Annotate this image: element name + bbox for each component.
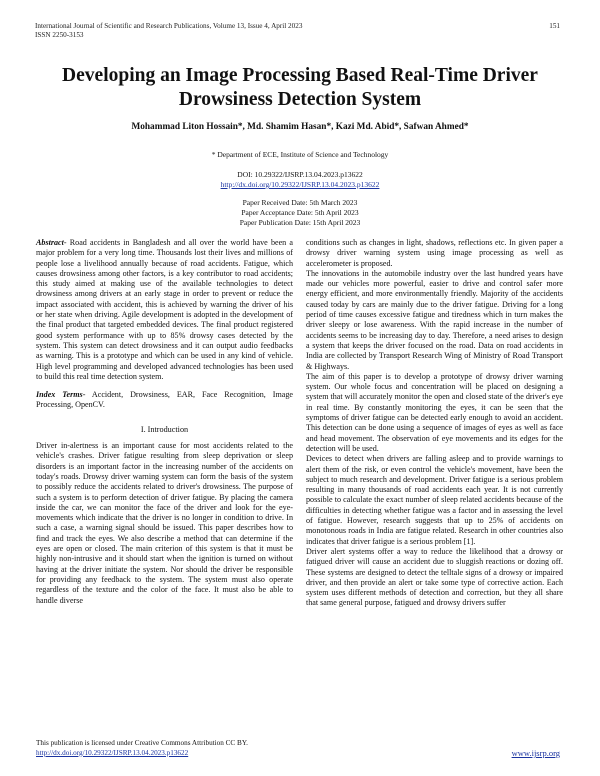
publication-date: Paper Publication Date: 15th April 2023 (239, 218, 361, 227)
page-footer (36, 739, 248, 758)
body-paragraph: Driver alert systems offer a way to reduce the likelihood that a drowsy or fatigued driver will cause an accident due to sluggish reactions or dozing off. These systems are designed to detect the telltale signs of a drowsy or impaired driver, and then provide an alert or take some type of corrective action. Each system uses different methods of detection and correction, but they all share that same general purpose, fatigued and drowsy drivers suffer (306, 546, 563, 608)
left-column (36, 238, 293, 606)
body-paragraph: Devices to detect when drivers are falling asleep and to provide warnings to alert them of the risk, or even control the vehicle's movement, have been the subject to much research and development. Driver fatigue is a serious problem resulting in many thousands of road accidents each year. It is not currently possible to calculate the exact number of sleep related accidents because of the difficulties in detecting whether fatigue was a factor and in assessing the level of fatigue. However, research suggests that up to 25% of accidents on monotonous roads in India are fatigue related. Research in other countries also indicates that driver fatigue is a serious problem [1]. (306, 454, 563, 546)
page-number: 151 (549, 22, 560, 30)
paper-dates (30, 198, 570, 228)
received-date: Paper Received Date: 5th March 2023 (242, 198, 358, 207)
right-column (306, 238, 563, 609)
doi-block (30, 170, 570, 190)
doi-link[interactable]: http://dx.doi.org/10.29322/IJSRP.13.04.2023.p13622 (220, 180, 380, 189)
affiliation: * Department of ECE, Institute of Science and Technology (211, 150, 389, 159)
website-link[interactable]: www.ijsrp.org (511, 748, 560, 758)
running-header (35, 22, 302, 40)
paper-title: Developing an Image Processing Based Real-Time Driver Drowsiness Detection System (62, 65, 538, 110)
acceptance-date: Paper Acceptance Date: 5th April 2023 (241, 208, 359, 217)
footer-doi-link[interactable]: http://dx.doi.org/10.29322/IJSRP.13.04.2023.p13622 (36, 748, 189, 757)
intro-paragraph: Driver in-alertness is an important cause for most accidents related to the vehicle's crashes. Driver fatigue resulting from sleep deprivation or sleep disorders is an important factor in the increasing number of the accidents on today's roads. Drowsy driver warning system can form the basis of the system to possibly reduce the accidents related to driver's drowsiness. The purpose of such a system is to perform detection of driver fatigue. By placing the camera inside the car, we can monitor the face of the driver and look for the eye-movements which indicate that the driver is no longer in condition to drive. In such a case, a warning signal should be issued. This paper describes how to find and track the eyes. We also describe a method that can determine if the eyes are open or closed. The main criterion of this system is that it must be highly non-intrusive and it should start when the ignition is turned on without having at the driver initiate the system. Nor should the driver be responsible for providing any feedback to the system. The system must also operate regardless of the texture and the color of the face. It must also be able to handle diverse (36, 441, 293, 605)
abstract-label: Abstract- (36, 238, 67, 247)
journal-name: International Journal of Scientific and Research Publications, Volume 13, Issue 4, April 2023 (35, 22, 303, 30)
license-note: This publication is licensed under Creative Commons Attribution CC BY. (36, 739, 248, 747)
abstract (36, 238, 293, 382)
doi-text: DOI: 10.29322/IJSRP.13.04.2023.p13622 (237, 170, 363, 179)
body-paragraph: conditions such as changes in light, shadows, reflections etc. In given paper a drowsy driver warning system using image processing as well as accelerometer is proposed. (306, 238, 563, 268)
section-heading: I. Introduction (140, 424, 189, 434)
issn: ISSN 2250-3153 (35, 31, 84, 39)
abstract-text: Road accidents in Bangladesh and all over the world have been a major problem for a very long time. Thousands lost their lives and millions of people lose a livelihood annually because of road accidents. Fatigue, which causes drowsiness among other factors, is a key contributor to road accidents; this study aimed at making use of the available technologies to detect drowsiness among drivers at an early stage in order to prevent or reduce the impact associated with accident, this is achieved by warning the driver of his or her state when driving. Agile development is adopted in the development of the final product that targeted embedded devices. The final product registered good system performance with up to 85% drowsy cases detected by the system. This system can detect drowsiness and it can output audio feedbacks as warning. This is a prototype and which can be used in any kind of vehicle. High level programming and developed advanced technologies has been used to build this real time detection system. (36, 238, 293, 381)
author-list: Mohammad Liton Hossain*, Md. Shamim Hasan*, Kazi Md. Abid*, Safwan Ahmed* (131, 122, 469, 132)
index-terms-label: Index Terms (36, 390, 83, 400)
body-paragraph: The innovations in the automobile industry over the last hundred years have made our vehicles more powerful, easier to drive and control safer more energy efficient, and more environmentally friendly. Majority of the accidents caused today by cars are mainly due to the driver fatigue. Driving for a long period of time causes excessive fatigue and tiredness which in turn makes the driver sleepy or lose awareness. With the rapid increase in the number of accidents seems to be increasing day to day. Therefore, a need arises to design a system that keeps the driver focused on the road. Data on road accidents in India are collected by Transport Research Wing of Ministry of Road Transport & Highways. (306, 268, 563, 371)
index-terms-text: - Accident, Drowsiness, EAR, Face Recognition, Image Processing, OpenCV. (36, 390, 294, 410)
body-paragraph: The aim of this paper is to develop a prototype of drowsy driver warning system. Our whole focus and concentration will be placed on designing a system that will accurately monitor the open and closed state of the driver's eye in real time. By constantly monitoring the eyes, it can be seen that the symptoms of driver fatigue can be detected early enough to avoid an accident. This detection can be done using a sequence of images of eyes as well as face and head movement. The observation of eye movements and its edges for the detection will be used. (306, 371, 564, 453)
index-terms (36, 390, 293, 411)
